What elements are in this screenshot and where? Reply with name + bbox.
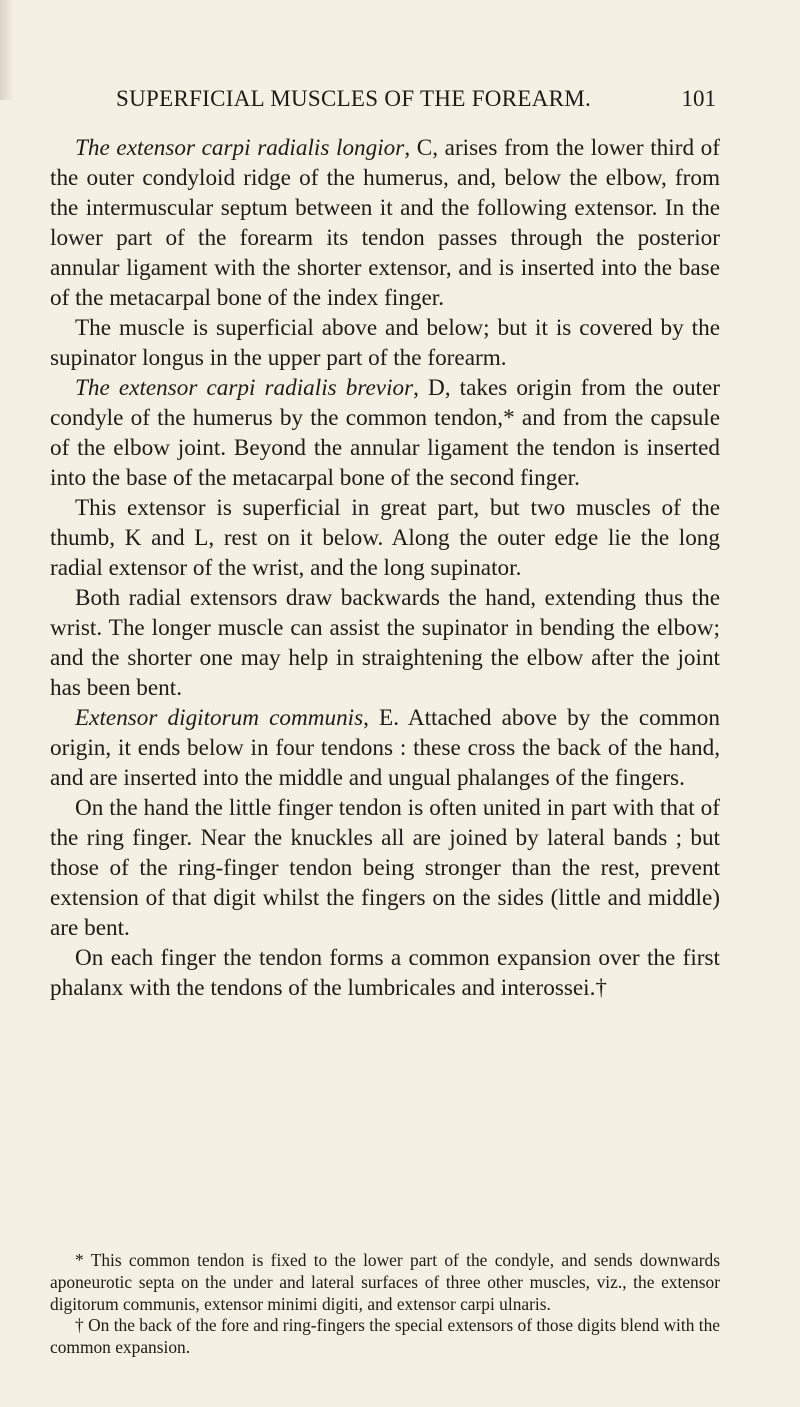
footnote: * This common tendon is fixed to the lower part of the condyle, and sends downwards aponeurotic septa on the under and lateral surfaces of three other muscles, viz., the extensor digitorum communis, extensor minimi digiti, and extensor carpi ulnaris. [50, 1250, 720, 1314]
paragraph-text: Both radial extensors draw backwards the hand, extending thus the wrist. The longer muscle can assist the supinator in bending the elbow; and the shorter one may help in straightening the elbow after the joint has been bent. [50, 585, 720, 701]
paragraph-text: The muscle is superficial above and below; but it is covered by the supinator longus in the upper part of the forearm. [50, 315, 720, 371]
paragraph [50, 703, 720, 793]
paragraph-text: This extensor is superficial in great part, but two muscles of the thumb, K and L, rest on it below. Along the outer edge lie the long radial extensor of the wrist, and the long supinator. [50, 495, 720, 581]
page-header [116, 86, 716, 120]
paragraph [50, 373, 720, 493]
paragraph-text: , D, takes origin from the outer condyle of the humerus by the common tendon,* and from the capsule of the elbow joint. Beyond the annular ligament the tendon is inserted into the base of the metacarpal bone of the second finger. [50, 375, 720, 491]
footnote: † On the back of the fore and ring-fingers the special extensors of those digits blend with the common expansion. [50, 1315, 720, 1358]
paragraph [50, 793, 720, 943]
page-number: 101 [681, 86, 716, 111]
muscle-name: Extensor digitorum communis [75, 705, 364, 731]
paragraph [50, 943, 720, 1003]
paragraph [50, 313, 720, 373]
page-edge-shadow [0, 0, 14, 100]
paragraph-text: , E. Attached above by the common origin, it ends below in four tendons : these cross the back of the hand, and are inserted into the middle and ungual phalanges of the fingers. [50, 705, 720, 791]
footnotes [50, 1250, 720, 1359]
paragraph [50, 493, 720, 583]
muscle-name: The extensor carpi radialis brevior [75, 375, 414, 401]
paragraph-text: On the hand the little finger tendon is often united in part with that of the ring finger. Near the knuckles all are joined by lateral bands ; but those of the ring-finger tendon being stronger than the rest, prevent extension of that digit whilst the fingers on the sides (little and middle) are bent. [50, 795, 720, 941]
body-text [50, 133, 720, 1003]
paragraph-text: , C, arises from the lower third of the outer condyloid ridge of the humerus, and, below the elbow, from the intermuscular septum between it and the following extensor. In the lower part of the forearm its tendon passes through the posterior annular ligament with the shorter extensor, and is inserted into the base of the metacarpal bone of the index finger. [50, 135, 720, 311]
paragraph [50, 583, 720, 703]
paragraph [50, 133, 720, 313]
muscle-name: The extensor carpi radialis longior [75, 135, 405, 161]
paragraph-text: On each finger the tendon forms a common expansion over the first phalanx with the tendons of the lumbricales and interossei.† [50, 945, 720, 1001]
running-title: SUPERFICIAL MUSCLES OF THE FOREARM. [116, 86, 592, 111]
